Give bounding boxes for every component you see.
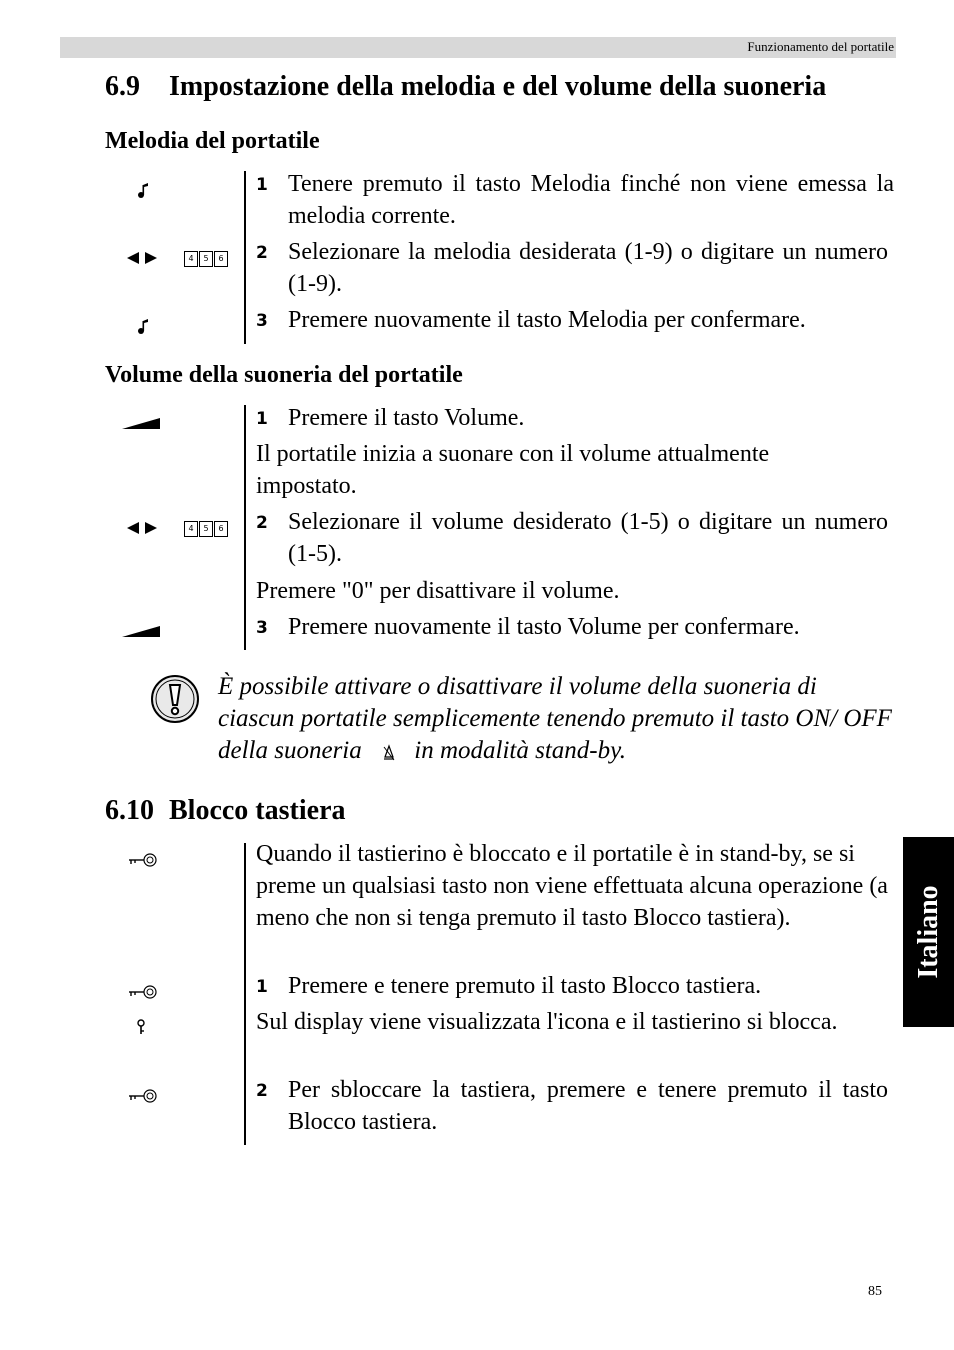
step-text: Premere il tasto Volume. [288,405,525,431]
melody-key-icon [136,316,150,336]
keylock-key-icon [128,984,158,1000]
keylock-info: Sul display viene visualizzata l'icona e il tastierino si blocca. [256,1009,838,1035]
running-header [60,37,896,58]
section-number: 6.10 [105,795,154,826]
section-number: 6.9 [105,71,140,102]
keylock-key-icon [128,852,158,868]
step-number: 1 [256,175,268,195]
note-text-before: È possibile attivare o disattivare il volume della suoneria di ciascun portatile semplicemente tenendo premuto il tasto ON/ OFF della suoneria [218,673,892,764]
melody-step-3 [256,304,896,336]
volume-info-2: Premere "0" per disattivare il volume. [256,578,620,604]
volume-key-icon [122,418,162,430]
step-number: 2 [256,513,268,533]
step-number: 1 [256,409,268,429]
number-keys-4-5-6 [184,251,228,267]
key-6: 6 [214,521,228,537]
step-text: Premere nuovamente il tasto Volume per confermare. [288,614,800,640]
keylock-step-1 [256,970,896,1002]
note-text [218,671,896,767]
volume-info-1: Il portatile inizia a suonare con il volume attualmente impostato. [256,441,770,499]
column-divider [244,171,246,344]
ringer-off-icon [382,742,396,762]
section-heading-6-10 [105,795,346,827]
step-text: Selezionare la melodia desiderata (1-9) o digitare un numero (1-9). [288,239,888,297]
column-divider [244,843,246,1145]
step-text: Premere e tenere premuto il tasto Blocco tastiera. [288,973,762,999]
key-4: 4 [184,251,198,267]
lock-symbol-icon [136,1019,146,1035]
step-number: 3 [256,311,268,331]
number-keys-4-5-6 [184,521,228,537]
step-number: 2 [256,243,268,263]
language-tab-label: Italiano [912,885,944,979]
section-title: Impostazione della melodia e del volume della suoneria [169,71,827,102]
volume-step-1 [256,402,896,434]
step-text: Per sbloccare la tastiera, premere e tenere premuto il tasto Blocco tastiera. [288,1077,888,1135]
melody-step-2 [256,236,888,300]
section-heading-6-9 [105,71,826,103]
volume-step-3 [256,611,896,643]
running-title: Funzionamento del portatile [747,39,894,54]
key-5: 5 [199,251,213,267]
subheading-melody: Melodia del portatile [105,128,320,154]
key-4: 4 [184,521,198,537]
subheading-volume: Volume della suoneria del portatile [105,362,463,388]
step-number: 1 [256,977,268,997]
key-6: 6 [214,251,228,267]
section-title: Blocco tastiera [169,795,346,826]
step-text: Selezionare il volume desiderato (1-5) o digitare un numero (1-5). [288,509,888,567]
left-right-arrows-icon [126,521,158,535]
step-number: 2 [256,1081,268,1101]
melody-step-1 [256,168,894,232]
key-5: 5 [199,521,213,537]
melody-key-icon [136,180,150,200]
volume-step-2 [256,506,888,570]
page-number: 85 [868,1284,882,1299]
column-divider [244,405,246,650]
keylock-key-icon [128,1088,158,1104]
step-number: 3 [256,618,268,638]
exclamation-icon [150,674,200,724]
keylock-step-2 [256,1074,888,1138]
left-right-arrows-icon [126,251,158,265]
step-text: Tenere premuto il tasto Melodia finché non viene emessa la melodia corrente. [288,171,894,229]
volume-key-icon [122,626,162,638]
keylock-intro: Quando il tastierino è bloccato e il portatile è in stand-by, se si preme un qualsiasi tasto non viene effettuata alcuna operazione (a meno che non si tenga premuto il tasto Blocco tastiera). [256,841,888,931]
step-text: Premere nuovamente il tasto Melodia per confermare. [288,307,806,333]
language-tab [903,837,954,1027]
note-text-after: in modalità stand-by. [414,737,627,764]
